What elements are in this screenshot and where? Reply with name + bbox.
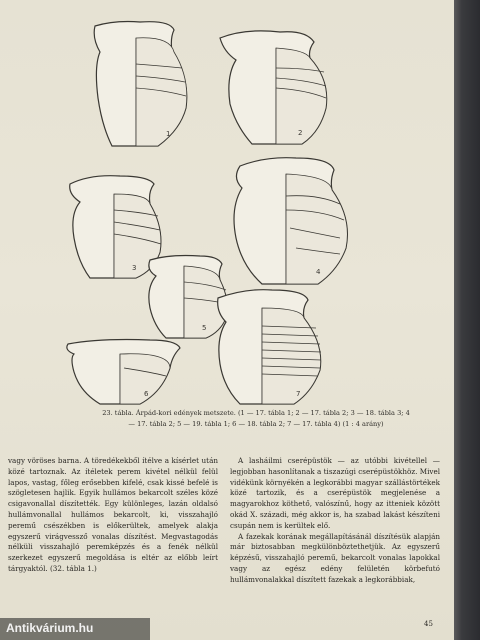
- vessel-drawing-4: [234, 158, 347, 284]
- svg-text:6: 6: [144, 390, 149, 398]
- body-paragraph: A fazekak korának megállapításánál díszítésük alapján már biztosabban megkülönböztethetjük. Az egyszerű képzésű, visszahajló peremű, bekarcolt vonalas lapokkal vagy az egész edény felületén körbefutó hullámvonalakkal díszített fazekak a legkorábbiak,: [230, 531, 440, 584]
- svg-text:2: 2: [298, 129, 303, 137]
- body-paragraph: vagy vöröses barna. A töredékekből ítélve a kísérlet után közé tartoznak. Az ítéletek perem kivétel nélkül felül lapos, vastag, főleg erősebben kifelé, csak kissé befelé is szögletesen hajlik. Egyik hullámos bekarcolt széles közé csigavonallal díszítették. Egy különleges, lazán oldalsó hullámvonallal hullámos bekarcolt, ki, visszahajló peremű csészékben is előkerültek, amelyek alakja egyszerű virágvessző vonalas díszítést. Megvastagodás nélküli visszahajló peremképzés és a fenék nélkül szerkezet egyszerű megoldása is eltér az előbb leírt tárgyaktól. (32. tábla 1.): [8, 456, 218, 573]
- page-number: 45: [424, 620, 433, 628]
- svg-text:4: 4: [316, 268, 321, 276]
- body-column-left: [8, 456, 218, 575]
- pottery-drawings: [40, 8, 440, 406]
- pottery-figure-plate: [40, 8, 440, 406]
- vessel-drawing-2: [220, 31, 327, 144]
- page-gutter-shadow: [454, 0, 480, 640]
- vessel-drawing-3: [70, 176, 161, 278]
- figure-caption: 23. tábla. Árpád-kori edények metszete. (1 — 17. tábla 1; 2 — 17. tábla 2; 3 — 18. tábla 3; 4 — 17. tábla 2; 5 — 19. tábla 1; 6 — 18. tábla 2; 7 — 17. tábla 4) (1 : 4 arány): [102, 409, 410, 428]
- vessel-drawing-7: [218, 290, 321, 404]
- body-paragraph: A lasháilmi cserépüstök — az utóbbi kivétellel — legjobban hasonlítanak a tiszazúgi cserépüstökhöz. Mivel vidékünk környékén a legkorábbi magyar szállástörtékek közé tartozik, és a cserépüstök megjelenése a magyarokhoz köthető, valószínű, hogy az itteniek között okád X. századi, még akkor is, ha szabad lakást készíteni csupán nem is kerültek elő.: [230, 456, 440, 530]
- svg-text:5: 5: [202, 324, 207, 332]
- watermark-logo: Antikvárium.hu: [0, 618, 150, 640]
- vessel-drawing-5: [149, 256, 228, 339]
- svg-text:3: 3: [132, 264, 137, 272]
- body-column-right: [230, 456, 440, 586]
- vessel-drawing-6: [67, 340, 180, 405]
- svg-text:7: 7: [296, 390, 301, 398]
- vessel-drawing-1: [94, 22, 187, 147]
- svg-text:1: 1: [166, 130, 171, 138]
